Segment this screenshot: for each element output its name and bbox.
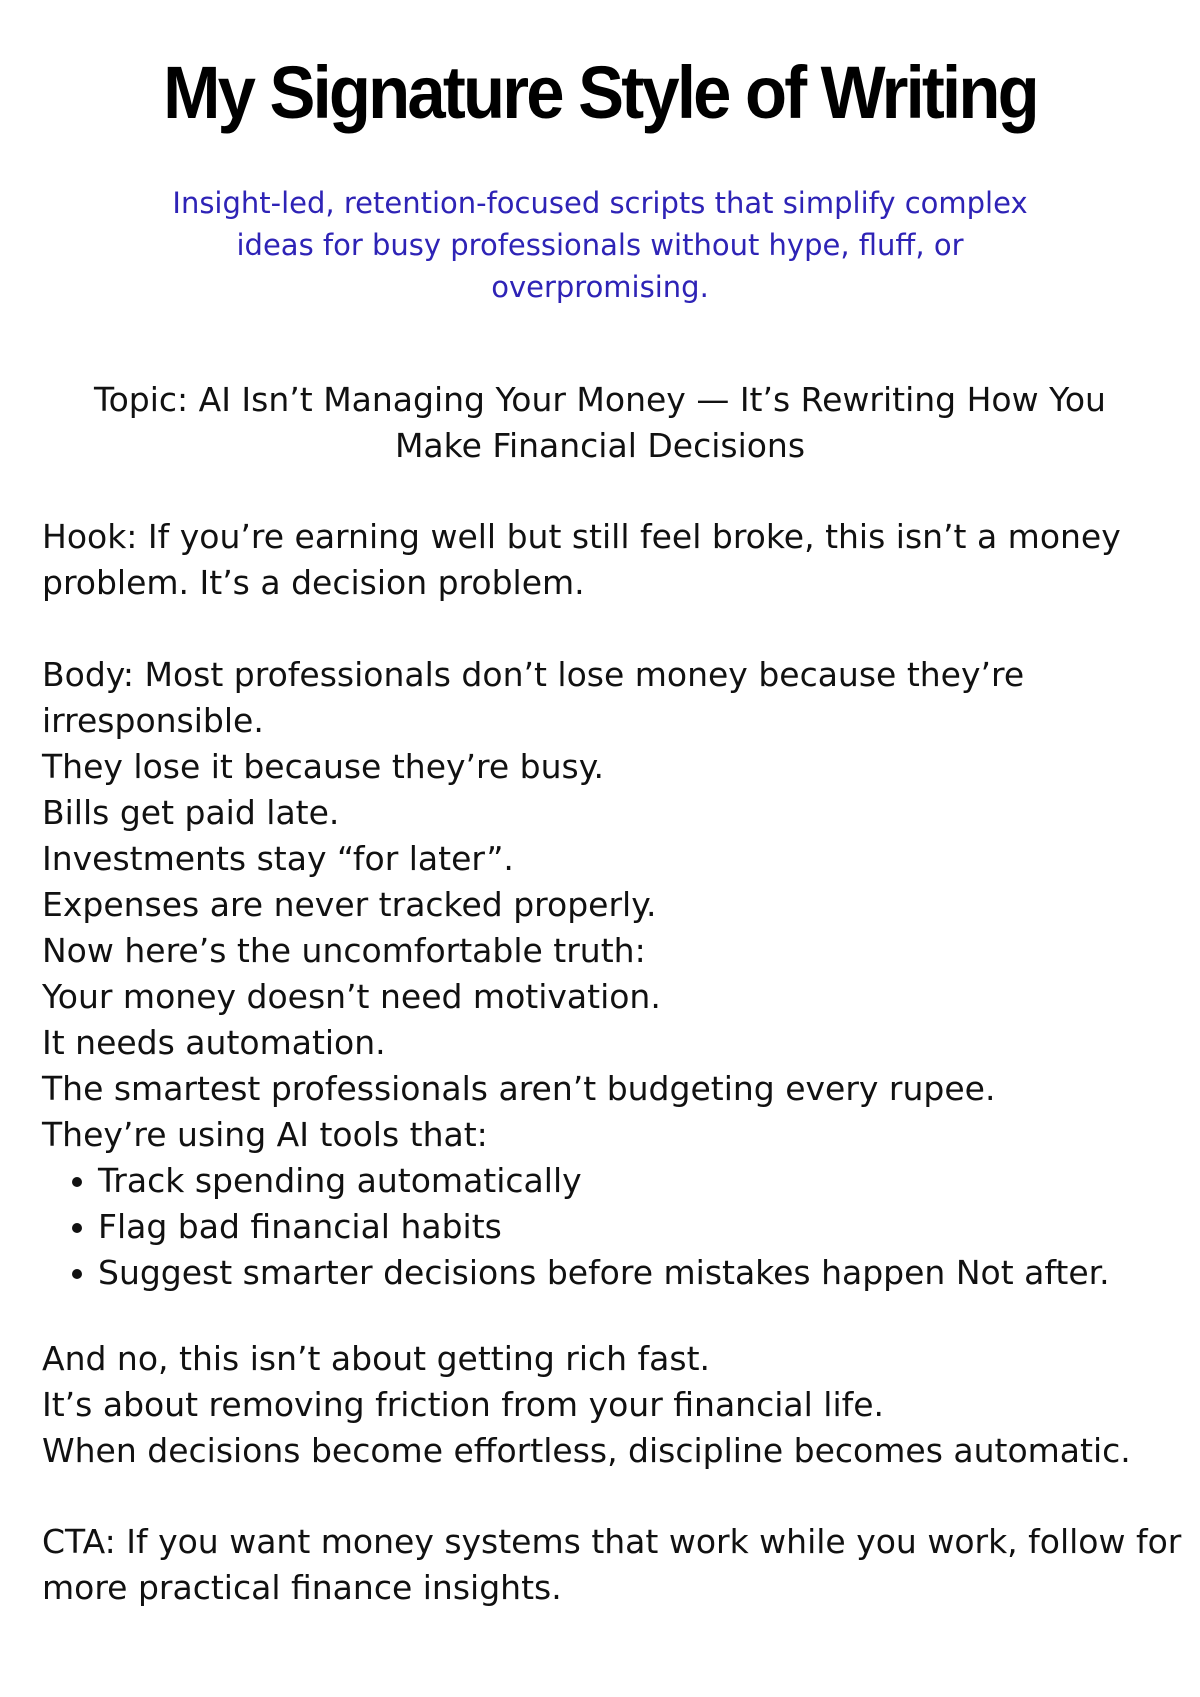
body-section — [42, 652, 1182, 1296]
outro-section — [42, 1336, 1182, 1474]
subtitle: Insight-led, retention-focused scripts that simplify complex ideas for busy professionals without hype, fluff, or overpromising. — [172, 186, 1028, 304]
body-line: They’re using AI tools that: — [42, 1115, 488, 1154]
body-line: The smartest professionals aren’t budgeting every rupee. — [42, 1069, 996, 1108]
bullet-dot-icon — [72, 1223, 82, 1233]
page-title: My Signature Style of Writing — [163, 51, 1037, 134]
bullet-text: Track spending automatically — [98, 1161, 582, 1200]
bullet-text: Flag bad financial habits — [98, 1207, 502, 1246]
bullet-item — [42, 1158, 1182, 1204]
topic-line: Topic: AI Isn’t Managing Your Money — It’s Rewriting How You Make Financial Decisions — [94, 380, 1106, 465]
outro-line: And no, this isn’t about getting rich fast. — [42, 1339, 711, 1378]
body-line: It needs automation. — [42, 1023, 386, 1062]
cta-paragraph: CTA: If you want money systems that work while you work, follow for more practical finance insights. — [42, 1522, 1182, 1607]
bullet-dot-icon — [72, 1269, 82, 1279]
body-line: Body: Most professionals don’t lose money because they’re — [42, 655, 1025, 694]
bullet-dot-icon — [72, 1177, 82, 1187]
body-line: They lose it because they’re busy. — [42, 747, 605, 786]
body-line: irresponsible. — [42, 701, 264, 740]
body-line: Your money doesn’t need motivation. — [42, 977, 661, 1016]
outro-line: When decisions become effortless, discipline becomes automatic. — [42, 1431, 1131, 1470]
body-line: Now here’s the uncomfortable truth: — [42, 931, 646, 970]
bullet-list — [42, 1158, 1182, 1296]
bullet-item — [42, 1204, 1182, 1250]
outro-line: It’s about removing friction from your financial life. — [42, 1385, 885, 1424]
bullet-text: Suggest smarter decisions before mistakes happen Not after. — [98, 1253, 1110, 1292]
body-line: Investments stay “for later”. — [42, 839, 514, 878]
hook-paragraph: Hook: If you’re earning well but still feel broke, this isn’t a money problem. It’s a decision problem. — [42, 517, 1121, 602]
bullet-item — [42, 1250, 1182, 1296]
body-line: Bills get paid late. — [42, 793, 340, 832]
body-line: Expenses are never tracked properly. — [42, 885, 657, 924]
